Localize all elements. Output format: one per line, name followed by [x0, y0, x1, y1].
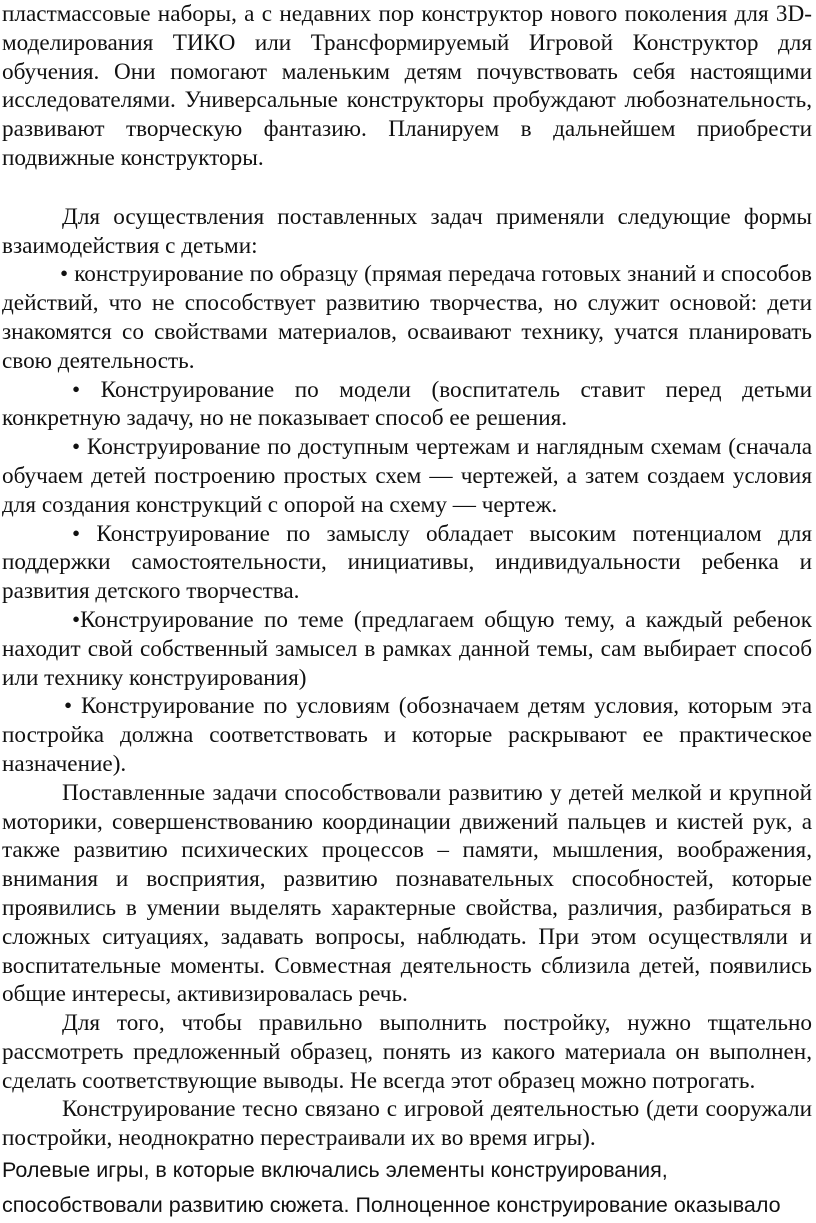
list-item	[2, 606, 812, 692]
list-item-text: Конструирование по доступным чертежам и наглядным схемам (сначала обучаем детей построению простых схем — чертежей, а затем создаем условия для создания конструкций с опорой на схему — чертеж.	[2, 434, 812, 518]
bullet-icon: •	[72, 434, 81, 461]
bullet-icon: •	[72, 606, 81, 633]
bullet-icon: •	[72, 376, 81, 403]
list-item-text: Конструирование по модели (воспитатель ставит перед детьми конкретную задачу, но не показывает способ ее решения.	[2, 376, 813, 432]
list-item-text: конструирование по образцу (прямая передача готовых знаний и способов действий, что не способствует развитию творчества, но служит основой: дети знакомятся со свойствами материалов, осваивают технику, учатся планировать свою деятельность.	[2, 261, 813, 374]
paragraph-role-games: Ролевые игры, в которые включались элементы конструирования, способствовали развитию сюжета. Полноценное конструирование оказывало	[2, 1158, 781, 1218]
bullet-icon: •	[64, 693, 73, 720]
bullet-icon: •	[60, 261, 69, 288]
paragraph-results: Поставленные задачи способствовали развитию у детей мелкой и крупной моторики, совершенствованию координации движений пальцев и кистей рук, а также развитию психических процессов – памяти, мышления, воображения, внимания и восприятия, развитию познавательных способностей, которые проявились в умении выделять характерные свойства, различия, разбираться в сложных ситуациях, задавать вопросы, наблюдать. При этом осуществляли и воспитательные моменты. Совместная деятельность сблизила детей, появились общие интересы, активизировалась речь.	[2, 779, 812, 1008]
list-item-text: Конструирование по замыслу обладает высоким потенциалом для поддержки самостоятельности, инициативы, индивидуальности ребенка и развития детского творчества.	[2, 520, 812, 605]
paragraph-play: Конструирование тесно связано с игровой деятельностью (дети сооружали постройки, неоднократно перестраивали их во время игры).	[2, 1096, 812, 1152]
list-item-text: Конструирование по условиям (обозначаем детям условия, которым эта постройка должна соответствовать и которые раскрывают ее практическое назначение).	[2, 693, 812, 777]
paragraph-materials: пластмассовые наборы, а с недавних пор конструктор нового поколения для 3D-моделирования ТИКО или Трансформируемый Игровой Конструктор для обучения. Они помогают маленьким детям почувствовать себя настоящими исследователями. Универсальные конструкторы пробуждают любознательность, развивают творческую фантазию. Планируем в дальнейшем приобрести подвижные конструкторы.	[2, 1, 812, 171]
paragraph-sample: Для того, чтобы правильно выполнить постройку, нужно тщательно рассмотреть предложенный образец, понять из какого материала он выполнен, сделать соответствующие выводы. Не всегда этот образец можно потрогать.	[2, 1010, 812, 1094]
list-item	[2, 520, 812, 606]
list-item	[2, 692, 812, 778]
bullet-icon: •	[72, 520, 81, 547]
paragraph-gap	[2, 173, 812, 203]
list-item	[2, 376, 812, 434]
list-item	[2, 433, 812, 519]
paragraph-forms-intro: Для осуществления поставленных задач применяли следующие формы взаимодействия с детьми:	[2, 203, 812, 259]
list-item	[2, 260, 812, 375]
list-item-text: Конструирование по теме (предлагаем общую тему, а каждый ребенок находит свой собственный замысел в рамках данной темы, сам выбирает способ или технику конструирования)	[2, 606, 812, 691]
